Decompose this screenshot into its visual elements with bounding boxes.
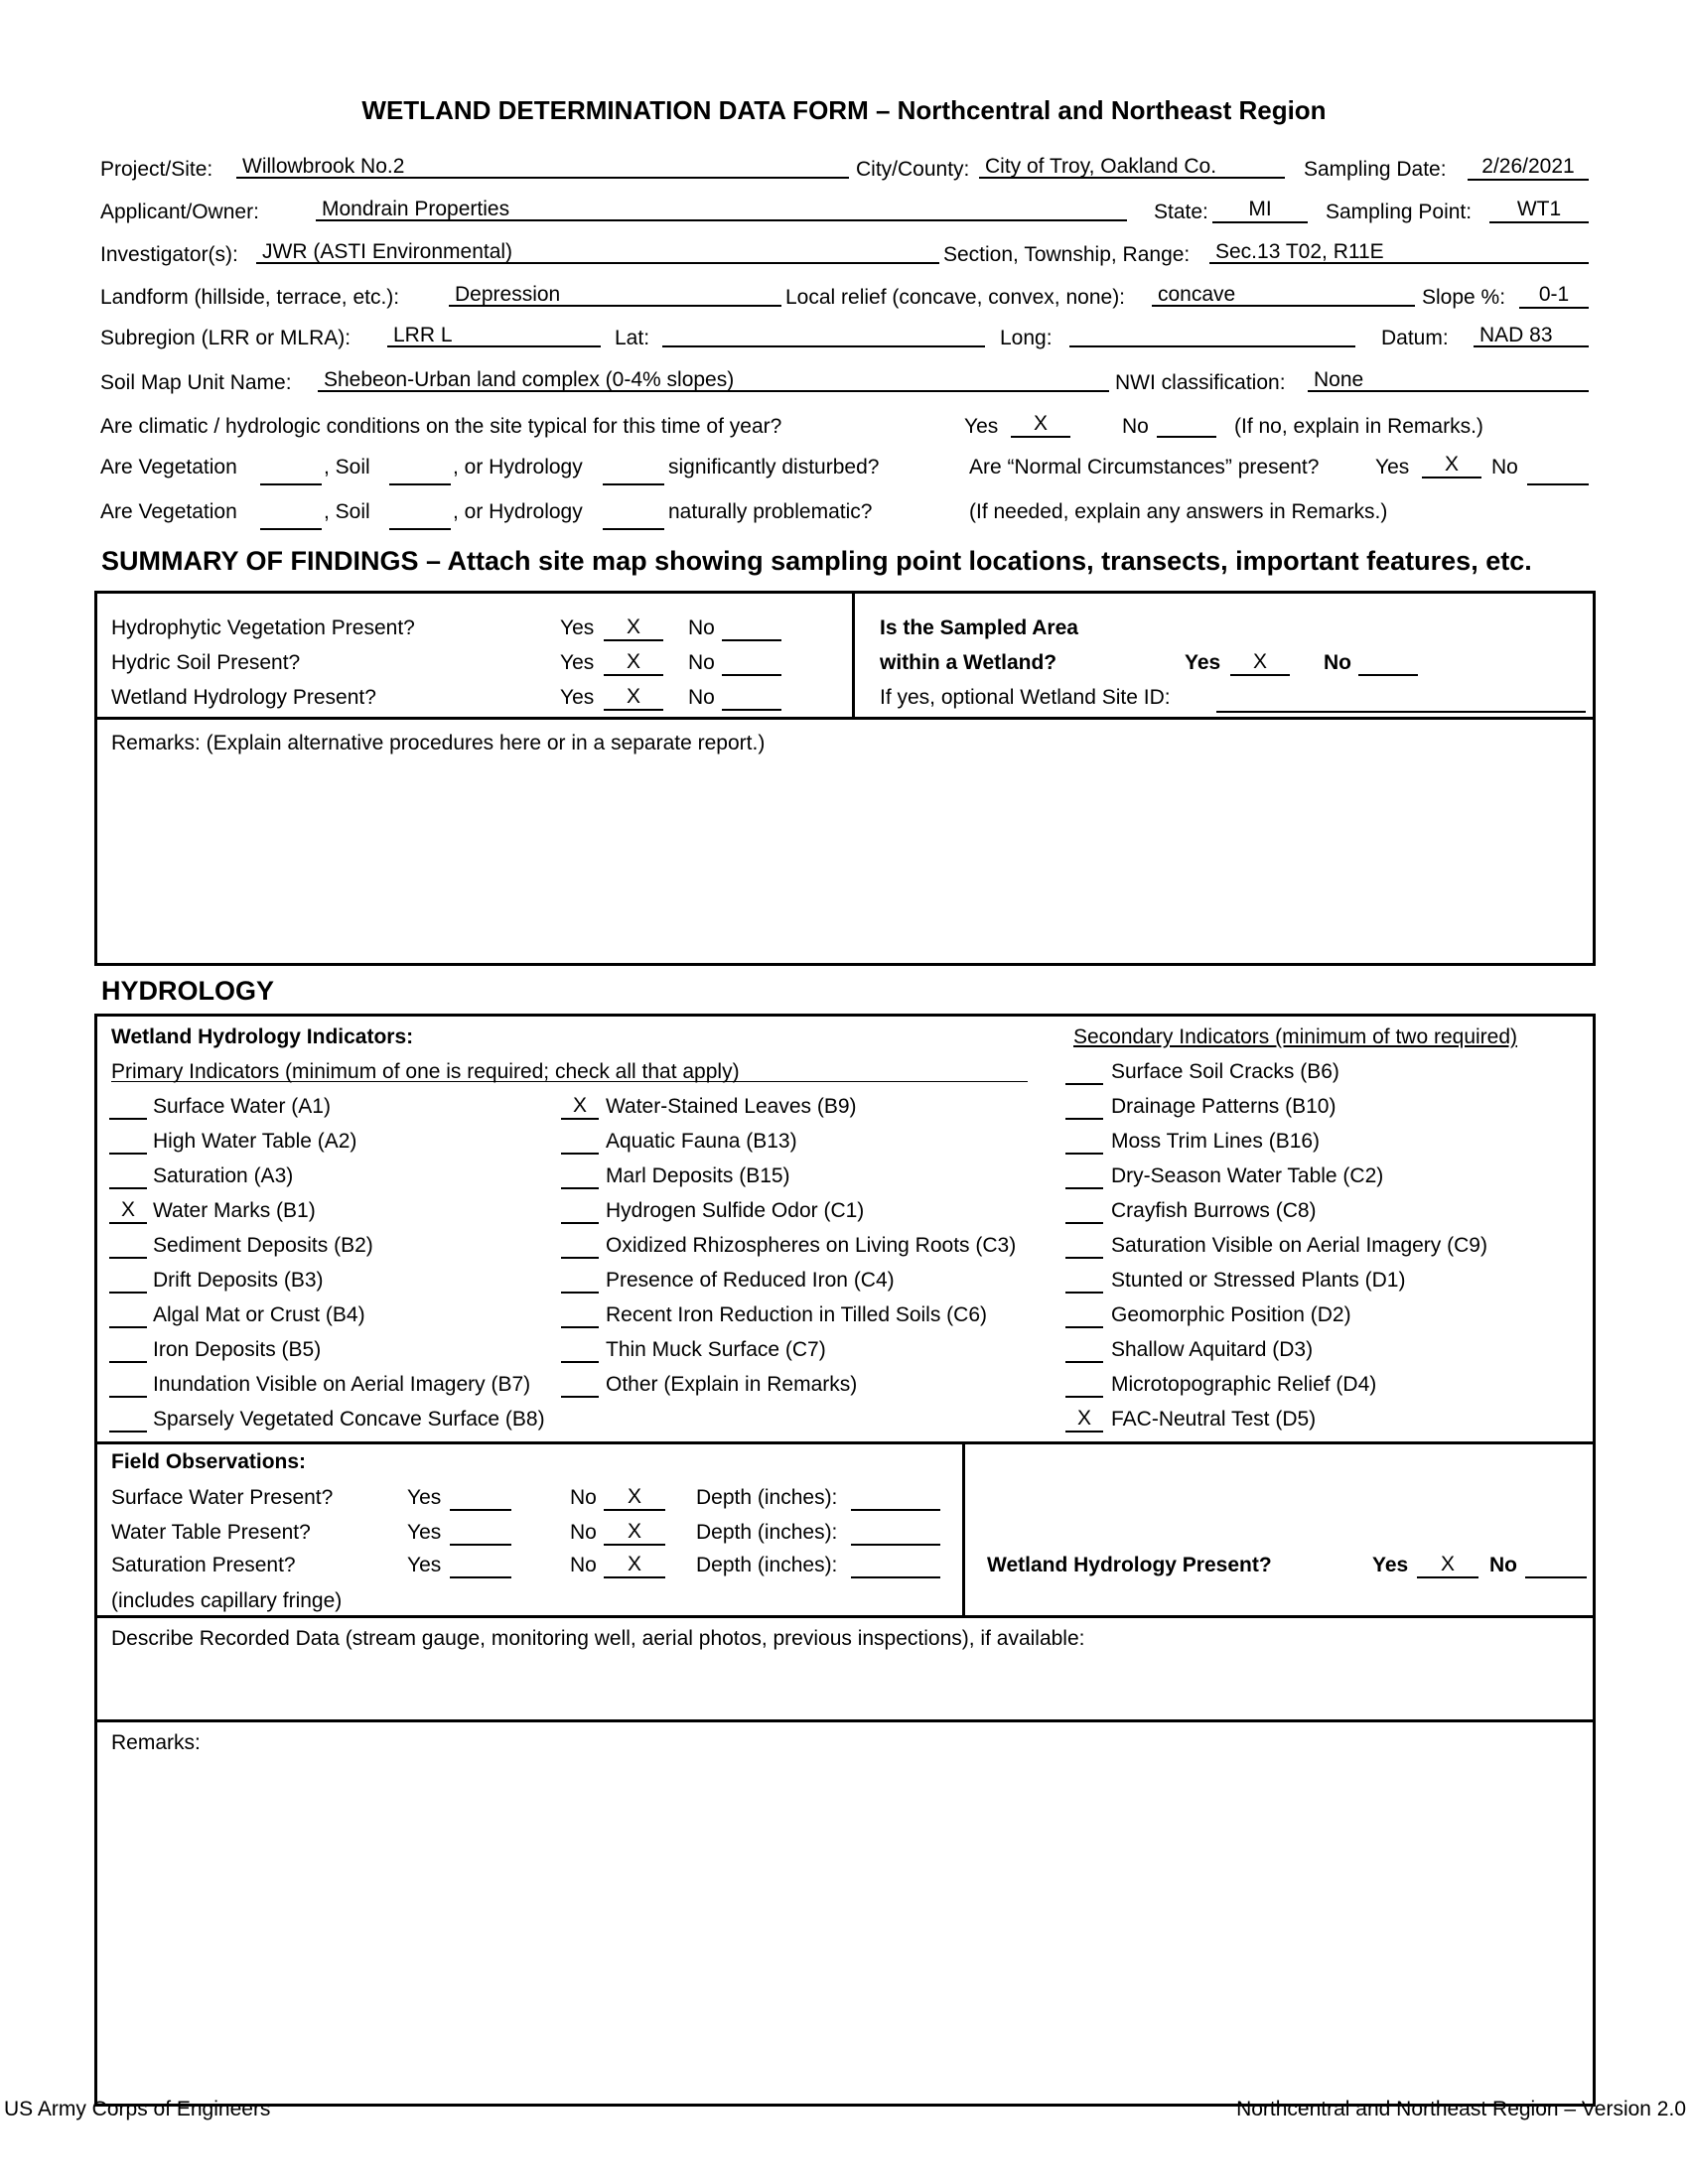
table-no-field[interactable]: X (604, 1520, 665, 1546)
investigator-field[interactable]: JWR (ASTI Environmental) (256, 240, 939, 264)
saturation-question: Saturation Present? (111, 1554, 296, 1576)
climatic-no-label: No (1122, 415, 1149, 438)
secondary-indicator-label: Crayfish Burrows (C8) (1111, 1199, 1317, 1222)
surface-depth-label: Depth (inches): (696, 1486, 838, 1509)
form-title: WETLAND DETERMINATION DATA FORM – Northcentral and Northeast Region (361, 95, 1327, 125)
table-yes-label: Yes (407, 1521, 442, 1544)
sampling-point-label: Sampling Point: (1326, 201, 1473, 223)
vegetation-label: Are Vegetation (100, 456, 237, 478)
primary-indicator-checkbox[interactable] (561, 1268, 599, 1294)
primary-indicator-checkbox[interactable] (561, 1129, 599, 1155)
primary-indicator-label: Water Marks (B1) (153, 1199, 316, 1222)
veg-no-field[interactable] (722, 615, 781, 641)
relief-label: Local relief (concave, convex, none): (785, 286, 1126, 309)
nwi-label: NWI classification: (1115, 371, 1286, 394)
primary-indicator-checkbox[interactable]: X (109, 1198, 147, 1224)
soil-label: , Soil (324, 456, 370, 478)
table-depth-label: Depth (inches): (696, 1521, 838, 1544)
primary-indicator-label: Saturation (A3) (153, 1164, 294, 1187)
secondary-indicator-label: Shallow Aquitard (D3) (1111, 1338, 1314, 1361)
secondary-indicator-label: Saturation Visible on Aerial Imagery (C9) (1111, 1234, 1487, 1257)
long-field[interactable] (1069, 324, 1355, 347)
field-observations-title: Field Observations: (111, 1450, 307, 1473)
wh-yes-label: Yes (1372, 1554, 1409, 1576)
hydrology-heading: HYDROLOGY (101, 976, 275, 1006)
normal-no-field[interactable] (1527, 460, 1589, 485)
indicators-title: Wetland Hydrology Indicators: (111, 1025, 414, 1048)
primary-indicator-checkbox[interactable] (109, 1268, 147, 1294)
disturbed-hydrology-field[interactable] (603, 460, 664, 485)
disturbed-vegetation-field[interactable] (260, 460, 322, 485)
primary-indicator-label: High Water Table (A2) (153, 1130, 357, 1153)
surface-yes-field[interactable] (450, 1485, 511, 1511)
wetland-no-label: No (1324, 651, 1351, 674)
primary-indicator-checkbox[interactable] (561, 1198, 599, 1224)
primary-title: Primary Indicators (minimum of one is required; check all that apply) (111, 1060, 740, 1083)
slope-label: Slope %: (1422, 286, 1506, 309)
project-label: Project/Site: (100, 158, 213, 181)
primary-indicator-label: Presence of Reduced Iron (C4) (606, 1269, 895, 1292)
summary-column-divider (852, 591, 855, 719)
indicators-divider (94, 1441, 1596, 1444)
climatic-yes-field[interactable]: X (1011, 412, 1070, 438)
wetland-yes-field[interactable]: X (1230, 650, 1290, 676)
long-label: Long: (1000, 327, 1053, 349)
city-field[interactable]: City of Troy, Oakland Co. (979, 155, 1285, 179)
normal-no-label: No (1491, 456, 1518, 478)
state-label: State: (1154, 201, 1208, 223)
secondary-indicator-checkbox[interactable] (1065, 1268, 1103, 1294)
primary-indicator-checkbox[interactable] (109, 1129, 147, 1155)
hydro-no-field[interactable] (722, 685, 781, 711)
secondary-indicator-checkbox[interactable] (1065, 1302, 1103, 1328)
saturation-yes-field[interactable] (450, 1553, 511, 1578)
primary-indicator-label: Thin Muck Surface (C7) (606, 1338, 826, 1361)
problematic-soil-field[interactable] (389, 504, 451, 530)
hydrology-label-2: , or Hydrology (453, 500, 583, 523)
primary-indicator-label: Hydrogen Sulfide Odor (C1) (606, 1199, 865, 1222)
relief-field[interactable]: concave (1152, 283, 1415, 307)
primary-indicator-checkbox[interactable] (561, 1302, 599, 1328)
recorded-data-label: Describe Recorded Data (stream gauge, monitoring well, aerial photos, previous inspections), if available: (111, 1627, 1085, 1650)
secondary-indicator-label: Microtopographic Relief (D4) (1111, 1373, 1377, 1396)
sampling-date-label: Sampling Date: (1304, 158, 1447, 181)
applicant-label: Applicant/Owner: (100, 201, 259, 223)
primary-title-rule (111, 1081, 1028, 1082)
landform-label: Landform (hillside, terrace, etc.): (100, 286, 400, 309)
table-depth-field[interactable] (851, 1520, 940, 1546)
disturbed-soil-field[interactable] (389, 460, 451, 485)
field-column-divider (962, 1441, 965, 1617)
site-id-label: If yes, optional Wetland Site ID: (880, 686, 1171, 709)
str-label: Section, Township, Range: (943, 243, 1191, 266)
lat-field[interactable] (662, 324, 985, 347)
secondary-indicator-checkbox[interactable]: X (1065, 1407, 1103, 1433)
secondary-indicator-checkbox[interactable] (1065, 1129, 1103, 1155)
wetland-yes-label: Yes (1185, 651, 1221, 674)
wh-no-field[interactable] (1525, 1553, 1587, 1578)
hydro-yes-field[interactable]: X (604, 685, 663, 711)
problematic-vegetation-field[interactable] (260, 504, 322, 530)
primary-indicator-checkbox[interactable] (109, 1094, 147, 1120)
disturbed-label: significantly disturbed? (668, 456, 880, 478)
table-no-label: No (570, 1521, 597, 1544)
veg-yes-field[interactable]: X (604, 615, 663, 641)
project-field[interactable]: Willowbrook No.2 (236, 155, 849, 179)
hydrology-present-question: Wetland Hydrology Present? (111, 686, 376, 709)
primary-indicator-checkbox[interactable] (109, 1337, 147, 1363)
primary-indicator-label: Inundation Visible on Aerial Imagery (B7) (153, 1373, 531, 1396)
normal-circumstances-question: Are “Normal Circumstances” present? (969, 456, 1320, 478)
surface-depth-field[interactable] (851, 1485, 940, 1511)
wh-no-label: No (1489, 1554, 1517, 1576)
subregion-field[interactable]: LRR L (387, 324, 601, 347)
soil-label-2: , Soil (324, 500, 370, 523)
city-label: City/County: (856, 158, 970, 181)
secondary-indicator-checkbox[interactable] (1065, 1163, 1103, 1189)
hydro-yes-label: Yes (560, 686, 595, 709)
sampling-point-field[interactable]: WT1 (1489, 198, 1589, 223)
secondary-indicator-checkbox[interactable] (1065, 1198, 1103, 1224)
nwi-field[interactable]: None (1308, 368, 1589, 392)
secondary-title: Secondary Indicators (minimum of two required) (1073, 1025, 1518, 1048)
secondary-indicator-checkbox[interactable] (1065, 1233, 1103, 1259)
primary-indicator-checkbox[interactable] (109, 1163, 147, 1189)
primary-indicator-checkbox[interactable] (109, 1233, 147, 1259)
secondary-indicator-checkbox[interactable] (1065, 1059, 1103, 1085)
saturation-no-field[interactable]: X (604, 1553, 665, 1578)
table-yes-field[interactable] (450, 1520, 511, 1546)
sampling-date-field[interactable]: 2/26/2021 (1468, 155, 1589, 181)
str-field[interactable]: Sec.13 T02, R11E (1209, 240, 1589, 264)
soil-map-label: Soil Map Unit Name: (100, 371, 292, 394)
primary-indicator-label: Recent Iron Reduction in Tilled Soils (C6) (606, 1303, 988, 1326)
capillary-fringe-note: (includes capillary fringe) (111, 1589, 343, 1612)
primary-indicator-label: Other (Explain in Remarks) (606, 1373, 858, 1396)
problematic-label: naturally problematic? (668, 500, 873, 523)
wh-yes-field[interactable]: X (1417, 1553, 1478, 1578)
saturation-yes-label: Yes (407, 1554, 442, 1576)
veg-yes-label: Yes (560, 616, 595, 639)
secondary-indicator-checkbox[interactable] (1065, 1372, 1103, 1398)
surface-yes-label: Yes (407, 1486, 442, 1509)
footer-left: US Army Corps of Engineers (4, 2098, 271, 2120)
primary-indicator-checkbox[interactable]: X (561, 1094, 599, 1120)
secondary-indicator-label: Moss Trim Lines (B16) (1111, 1130, 1321, 1153)
sampled-area-question: Is the Sampled Area (880, 616, 1078, 639)
soil-present-question: Hydric Soil Present? (111, 651, 301, 674)
hydrology-label: , or Hydrology (453, 456, 583, 478)
soil-yes-field[interactable]: X (604, 650, 663, 676)
primary-indicator-checkbox[interactable] (109, 1372, 147, 1398)
normal-yes-label: Yes (1375, 456, 1410, 478)
saturation-depth-label: Depth (inches): (696, 1554, 838, 1576)
summary-box (94, 591, 1596, 966)
hydro-no-label: No (688, 686, 715, 709)
primary-indicator-label: Marl Deposits (B15) (606, 1164, 790, 1187)
within-wetland-question: within a Wetland? (880, 651, 1057, 674)
secondary-indicator-label: Geomorphic Position (D2) (1111, 1303, 1351, 1326)
lat-label: Lat: (615, 327, 650, 349)
primary-indicator-checkbox[interactable] (561, 1337, 599, 1363)
surface-no-field[interactable]: X (604, 1485, 665, 1511)
vegetation-label-2: Are Vegetation (100, 500, 237, 523)
climatic-question: Are climatic / hydrologic conditions on the site typical for this time of year? (100, 415, 782, 438)
water-table-question: Water Table Present? (111, 1521, 311, 1544)
primary-indicator-checkbox[interactable] (561, 1372, 599, 1398)
primary-indicator-checkbox[interactable] (109, 1302, 147, 1328)
subregion-label: Subregion (LRR or MLRA): (100, 327, 352, 349)
soil-map-field[interactable]: Shebeon-Urban land complex (0-4% slopes) (318, 368, 1109, 392)
soil-no-label: No (688, 651, 715, 674)
surface-no-label: No (570, 1486, 597, 1509)
primary-indicator-label: Oxidized Rhizospheres on Living Roots (C3) (606, 1234, 1017, 1257)
secondary-indicator-label: Dry-Season Water Table (C2) (1111, 1164, 1384, 1187)
primary-indicator-label: Aquatic Fauna (B13) (606, 1130, 797, 1153)
secondary-indicator-label: Surface Soil Cracks (B6) (1111, 1060, 1339, 1083)
climatic-no-field[interactable] (1157, 412, 1216, 438)
primary-indicator-checkbox[interactable] (561, 1163, 599, 1189)
saturation-depth-field[interactable] (851, 1553, 940, 1578)
footer-right: Northcentral and Northeast Region – Version 2.0 (1236, 2098, 1686, 2120)
secondary-indicator-checkbox[interactable] (1065, 1337, 1103, 1363)
investigator-label: Investigator(s): (100, 243, 238, 266)
recorded-divider (94, 1719, 1596, 1722)
soil-no-field[interactable] (722, 650, 781, 676)
secondary-indicator-checkbox[interactable] (1065, 1094, 1103, 1120)
primary-indicator-label: Drift Deposits (B3) (153, 1269, 324, 1292)
site-id-field[interactable] (1216, 687, 1586, 713)
datum-field[interactable]: NAD 83 (1474, 324, 1589, 347)
surface-water-question: Surface Water Present? (111, 1486, 334, 1509)
primary-indicator-checkbox[interactable] (109, 1407, 147, 1433)
primary-indicator-label: Water-Stained Leaves (B9) (606, 1095, 857, 1118)
saturation-no-label: No (570, 1554, 597, 1576)
normal-yes-field[interactable]: X (1422, 453, 1481, 478)
summary-heading: SUMMARY OF FINDINGS – Attach site map showing sampling point locations, transects, important features, etc. (101, 546, 1532, 576)
field-divider (94, 1615, 1596, 1618)
state-field[interactable]: MI (1212, 198, 1308, 223)
primary-indicator-label: Surface Water (A1) (153, 1095, 331, 1118)
applicant-field[interactable]: Mondrain Properties (316, 198, 1127, 221)
primary-indicator-label: Sediment Deposits (B2) (153, 1234, 373, 1257)
landform-field[interactable]: Depression (449, 283, 781, 307)
veg-no-label: No (688, 616, 715, 639)
wetland-no-field[interactable] (1358, 650, 1418, 676)
soil-yes-label: Yes (560, 651, 595, 674)
secondary-indicator-label: Drainage Patterns (B10) (1111, 1095, 1336, 1118)
veg-present-question: Hydrophytic Vegetation Present? (111, 616, 415, 639)
problematic-hydrology-field[interactable] (603, 504, 664, 530)
hydrology-remarks-label: Remarks: (111, 1731, 201, 1754)
wetland-hydrology-present-label: Wetland Hydrology Present? (987, 1554, 1272, 1576)
slope-field[interactable]: 0-1 (1519, 283, 1589, 309)
summary-remarks-label: Remarks: (Explain alternative procedures here or in a separate report.) (111, 732, 766, 754)
datum-label: Datum: (1381, 327, 1449, 349)
explain-note: (If needed, explain any answers in Remarks.) (969, 500, 1388, 523)
climatic-yes-label: Yes (964, 415, 999, 438)
primary-indicator-checkbox[interactable] (561, 1233, 599, 1259)
primary-indicator-label: Iron Deposits (B5) (153, 1338, 322, 1361)
secondary-indicator-label: FAC-Neutral Test (D5) (1111, 1408, 1317, 1431)
summary-divider (94, 717, 1596, 720)
primary-indicator-label: Algal Mat or Crust (B4) (153, 1303, 365, 1326)
primary-indicator-label: Sparsely Vegetated Concave Surface (B8) (153, 1408, 545, 1431)
climatic-note: (If no, explain in Remarks.) (1234, 415, 1483, 438)
secondary-indicator-label: Stunted or Stressed Plants (D1) (1111, 1269, 1406, 1292)
